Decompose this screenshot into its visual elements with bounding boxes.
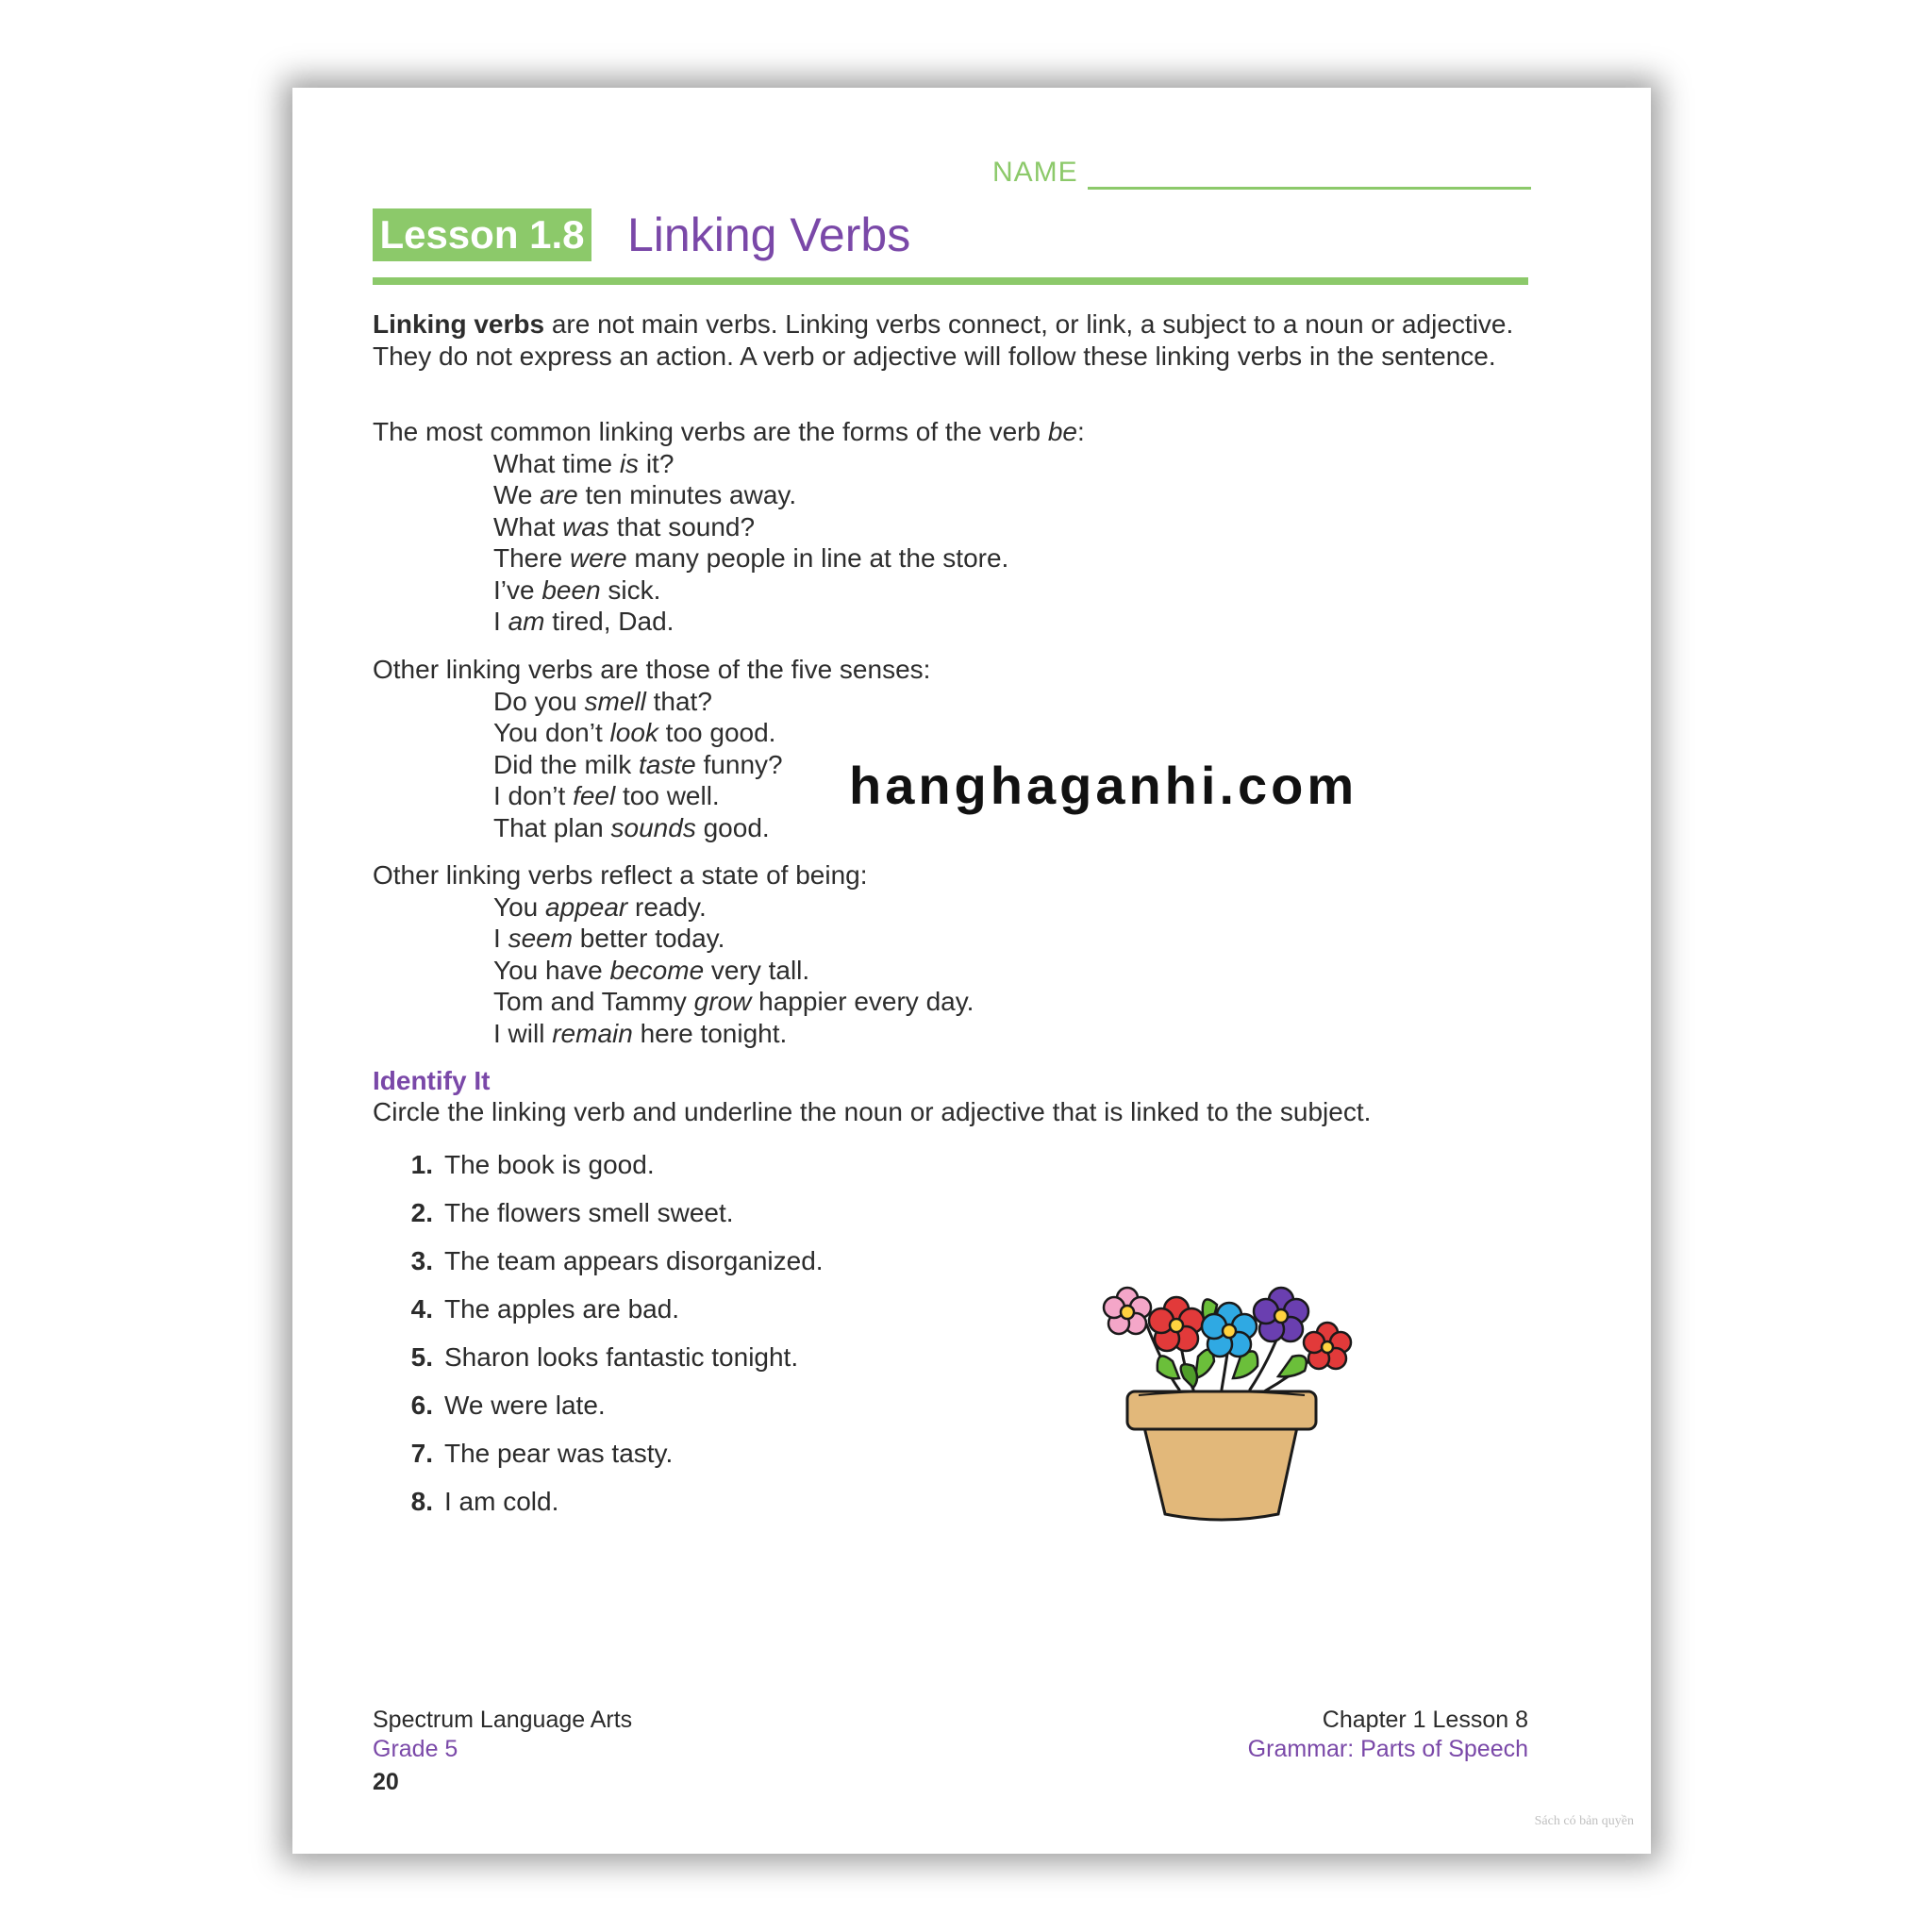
example-sentence: I seem better today. xyxy=(493,924,725,953)
lesson-number-badge: Lesson 1.8 xyxy=(373,208,591,261)
example-sentence: I don’t feel too well. xyxy=(493,781,720,810)
example-sentence: Do you smell that? xyxy=(493,686,712,716)
section-lead: Other linking verbs are those of the five senses: xyxy=(373,655,931,684)
section-lead: Other linking verbs reflect a state of being: xyxy=(373,860,868,890)
title-divider xyxy=(373,277,1528,285)
example-sentence: Did the milk taste funny? xyxy=(493,749,783,779)
intro-paragraph xyxy=(373,308,1528,372)
example-sentence: What was that sound? xyxy=(493,511,756,541)
footer-book-title: Spectrum Language Arts xyxy=(373,1707,633,1733)
example-sentence: Tom and Tammy grow happier every day. xyxy=(493,987,974,1016)
footer-chapter: Chapter 1 Lesson 8 xyxy=(1322,1707,1528,1733)
exercise-item[interactable]: 6. We were late. xyxy=(410,1391,606,1420)
exercise-item[interactable]: 1. The book is good. xyxy=(410,1150,655,1179)
example-sentence: I will remain here tonight. xyxy=(493,1018,788,1048)
section-lead: The most common linking verbs are the forms of the verb be: xyxy=(373,417,1085,446)
exercise-list xyxy=(401,1149,824,1534)
example-sentence: I am tired, Dad. xyxy=(493,607,675,636)
name-label: NAME xyxy=(992,157,1078,188)
section-be-verbs xyxy=(373,416,1528,638)
example-sentence: You don’t look too good. xyxy=(493,718,776,747)
exercise-intro xyxy=(373,1065,1528,1128)
exercise-item[interactable]: 5. Sharon looks fantastic tonight. xyxy=(410,1342,799,1372)
name-line[interactable] xyxy=(1088,162,1531,190)
intro-term: Linking verbs xyxy=(373,309,545,339)
flower-pot-illustration xyxy=(1090,1267,1363,1522)
section-state-verbs xyxy=(373,859,1528,1049)
exercise-heading: Identify It xyxy=(373,1066,491,1095)
exercise-instruction: Circle the linking verb and underline the noun or adjective that is linked to the subject. xyxy=(373,1097,1372,1126)
example-sentence: There were many people in line at the store. xyxy=(493,543,1009,573)
footer-right xyxy=(1248,1706,1528,1764)
example-sentence: You appear ready. xyxy=(493,891,707,922)
watermark-text: hanghaganhi.com xyxy=(849,756,1358,815)
exercise-item[interactable]: 7. The pear was tasty. xyxy=(410,1439,674,1468)
copyright-note: Sách có bản quyền xyxy=(1534,1814,1634,1828)
footer-left xyxy=(373,1706,632,1797)
name-field xyxy=(992,144,1531,190)
exercise-item[interactable]: 3. The team appears disorganized. xyxy=(410,1246,824,1275)
exercise-item[interactable]: 8. I am cold. xyxy=(410,1487,559,1516)
exercise-item[interactable]: 4. The apples are bad. xyxy=(410,1294,680,1324)
intro-text: are not main verbs. Linking verbs connect, or link, a subject to a noun or adjective. They do not express an action. A verb or adjective will follow these linking verbs in the sentence. xyxy=(373,309,1514,371)
example-sentence: We are ten minutes away. xyxy=(493,480,797,509)
page-number: 20 xyxy=(373,1769,399,1795)
footer-grade: Grade 5 xyxy=(373,1736,458,1762)
lesson-title: Linking Verbs xyxy=(627,208,911,261)
example-sentence: That plan sounds good. xyxy=(493,812,770,842)
worksheet-page xyxy=(292,88,1651,1854)
footer-topic: Grammar: Parts of Speech xyxy=(1247,1736,1528,1762)
example-sentence: I’ve been sick. xyxy=(493,575,661,605)
example-sentence: You have become very tall. xyxy=(493,955,810,985)
example-sentence: What time is it? xyxy=(493,448,675,478)
exercise-item[interactable]: 2. The flowers smell sweet. xyxy=(410,1198,734,1227)
